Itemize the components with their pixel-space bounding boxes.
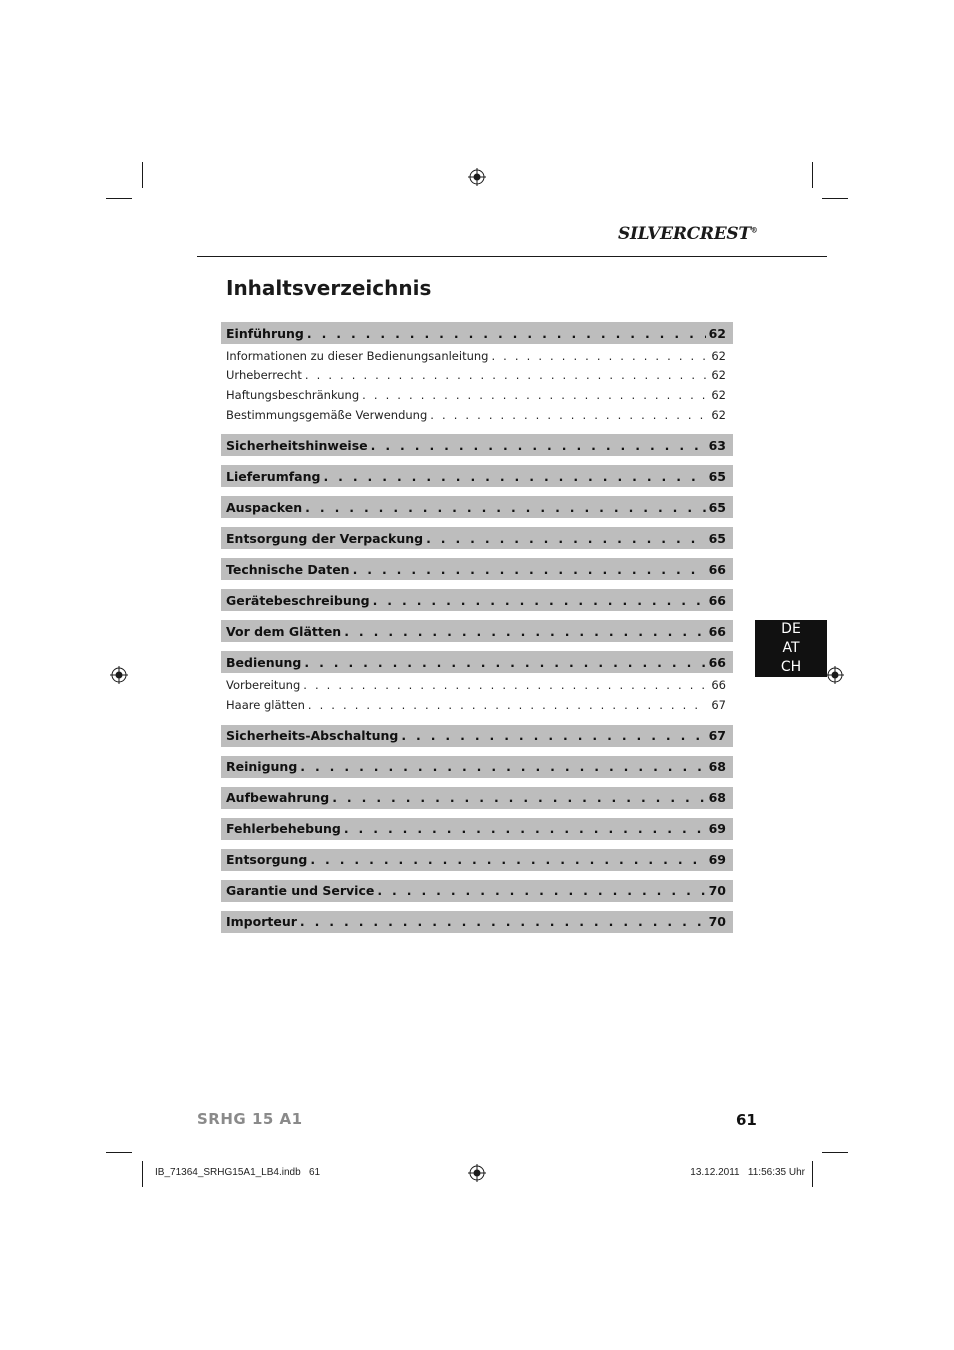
toc-subentry — [221, 695, 733, 715]
toc-entry-label: Sicherheitshinweise — [226, 437, 368, 453]
crop-mark — [812, 162, 813, 188]
toc-subentry — [221, 385, 733, 405]
toc-entry — [221, 527, 733, 549]
toc-entry — [221, 849, 733, 871]
language-tab — [755, 620, 827, 677]
registration-mark-icon — [110, 666, 128, 684]
toc-subentry-label: Haare glätten — [226, 697, 305, 712]
dot-leader — [362, 388, 706, 402]
toc-entry-label: Gerätebeschreibung — [226, 592, 370, 608]
toc-entry-label: Aufbewahrung — [226, 790, 330, 806]
dot-leader — [305, 500, 705, 515]
toc-entry-label: Technische Daten — [226, 561, 350, 577]
dot-leader — [307, 326, 706, 341]
dot-leader — [401, 728, 705, 743]
toc-subentry — [221, 366, 733, 386]
crop-mark — [142, 1161, 143, 1187]
toc-subentry — [221, 346, 733, 366]
toc-entry-label: Importeur — [226, 914, 297, 930]
registration-mark-icon — [468, 1164, 486, 1182]
dot-leader — [310, 852, 705, 867]
toc-entry-label: Sicherheits-Abschaltung — [226, 728, 399, 744]
toc-entry-label: Reinigung — [226, 759, 298, 775]
toc-entry — [221, 651, 733, 673]
toc-entry — [221, 725, 733, 747]
toc-entry-page: 62 — [708, 325, 726, 341]
model-number: SRHG 15 A1 — [197, 1110, 303, 1128]
toc-subentry-page: 66 — [711, 678, 726, 693]
dot-leader — [430, 408, 706, 422]
toc-entry-page: 68 — [708, 790, 726, 806]
toc-entry-label: Garantie und Service — [226, 883, 375, 899]
crop-mark — [106, 198, 132, 199]
registration-mark-icon — [826, 666, 844, 684]
dot-leader — [300, 759, 705, 774]
toc-entry-page: 69 — [708, 821, 726, 837]
toc-entry-page: 66 — [708, 654, 726, 670]
language-code: AT — [782, 640, 800, 656]
language-code: CH — [780, 659, 802, 675]
toc-entry — [221, 818, 733, 840]
print-slug-file: IB_71364_SRHG15A1_LB4.indb 61 — [155, 1167, 321, 1178]
toc-subentry-page: 62 — [711, 348, 726, 363]
toc-entry-page: 66 — [708, 592, 726, 608]
dot-leader — [344, 821, 706, 836]
brand-logo — [618, 224, 758, 250]
toc-entry-page: 66 — [708, 623, 726, 639]
toc-entry — [221, 322, 733, 344]
dot-leader — [344, 624, 705, 639]
toc-subentry-page: 62 — [711, 368, 726, 383]
toc-entry — [221, 756, 733, 778]
toc-entry-page: 66 — [708, 561, 726, 577]
toc-entry-page: 70 — [708, 914, 726, 930]
toc-entry-page: 68 — [708, 759, 726, 775]
toc-entry — [221, 589, 733, 611]
toc-entry — [221, 496, 733, 518]
language-code: DE — [781, 621, 801, 637]
toc-entry-page: 65 — [708, 468, 726, 484]
dot-leader — [426, 531, 706, 546]
toc-entry-label: Auspacken — [226, 499, 303, 515]
crop-mark — [106, 1152, 132, 1153]
toc-entry-page: 67 — [708, 728, 726, 744]
crop-mark — [812, 1161, 813, 1187]
dot-leader — [373, 593, 706, 608]
toc-entry-label: Fehlerbehebung — [226, 821, 341, 837]
table-of-contents — [221, 322, 733, 942]
dot-leader — [323, 469, 705, 484]
toc-entry — [221, 787, 733, 809]
brand-name: SILVERCREST — [618, 224, 751, 244]
toc-entry-label: Einführung — [226, 325, 304, 341]
toc-entry-label: Bedienung — [226, 654, 302, 670]
toc-entry — [221, 465, 733, 487]
toc-subentry-label: Vorbereitung — [226, 678, 301, 693]
dot-leader — [491, 349, 706, 363]
header-rule — [197, 256, 827, 257]
toc-entry — [221, 880, 733, 902]
toc-entry-label: Entsorgung — [226, 852, 308, 868]
toc-subentry-page: 67 — [711, 697, 726, 712]
crop-mark — [822, 198, 848, 199]
toc-subentry-label: Informationen zu dieser Bedienungsanleitung — [226, 348, 489, 363]
dot-leader — [332, 790, 705, 805]
toc-subentry-page: 62 — [711, 387, 726, 402]
dot-leader — [304, 655, 705, 670]
toc-entry-page: 70 — [708, 883, 726, 899]
toc-entry-label: Vor dem Glätten — [226, 623, 342, 639]
toc-subentry-page: 62 — [711, 407, 726, 422]
dot-leader — [377, 883, 705, 898]
crop-mark — [142, 162, 143, 188]
page-title: Inhaltsverzeichnis — [226, 276, 432, 300]
toc-entry-page: 65 — [708, 499, 726, 515]
toc-subentry-label: Urheberrecht — [226, 368, 302, 383]
crop-mark — [822, 1152, 848, 1153]
page-number: 61 — [736, 1111, 757, 1129]
toc-subentry — [221, 405, 733, 425]
toc-entry-page: 69 — [708, 852, 726, 868]
dot-leader — [303, 678, 706, 692]
dot-leader — [300, 914, 706, 929]
toc-entry-page: 63 — [708, 437, 726, 453]
dot-leader — [308, 698, 706, 712]
dot-leader — [353, 562, 706, 577]
toc-entry — [221, 911, 733, 933]
registration-mark-icon — [468, 168, 486, 186]
toc-subentry — [221, 675, 733, 695]
toc-entry — [221, 620, 733, 642]
dot-leader — [305, 368, 706, 382]
registered-mark: ® — [750, 225, 758, 235]
toc-subentry-label: Haftungsbeschränkung — [226, 387, 360, 402]
toc-subentry-label: Bestimmungsgemäße Verwendung — [226, 407, 428, 422]
print-slug-date: 13.12.2011 11:56:35 Uhr — [690, 1167, 805, 1178]
toc-entry-label: Lieferumfang — [226, 468, 321, 484]
dot-leader — [371, 438, 706, 453]
toc-entry — [221, 558, 733, 580]
toc-entry — [221, 434, 733, 456]
toc-entry-page: 65 — [708, 530, 726, 546]
toc-entry-label: Entsorgung der Verpackung — [226, 530, 424, 546]
